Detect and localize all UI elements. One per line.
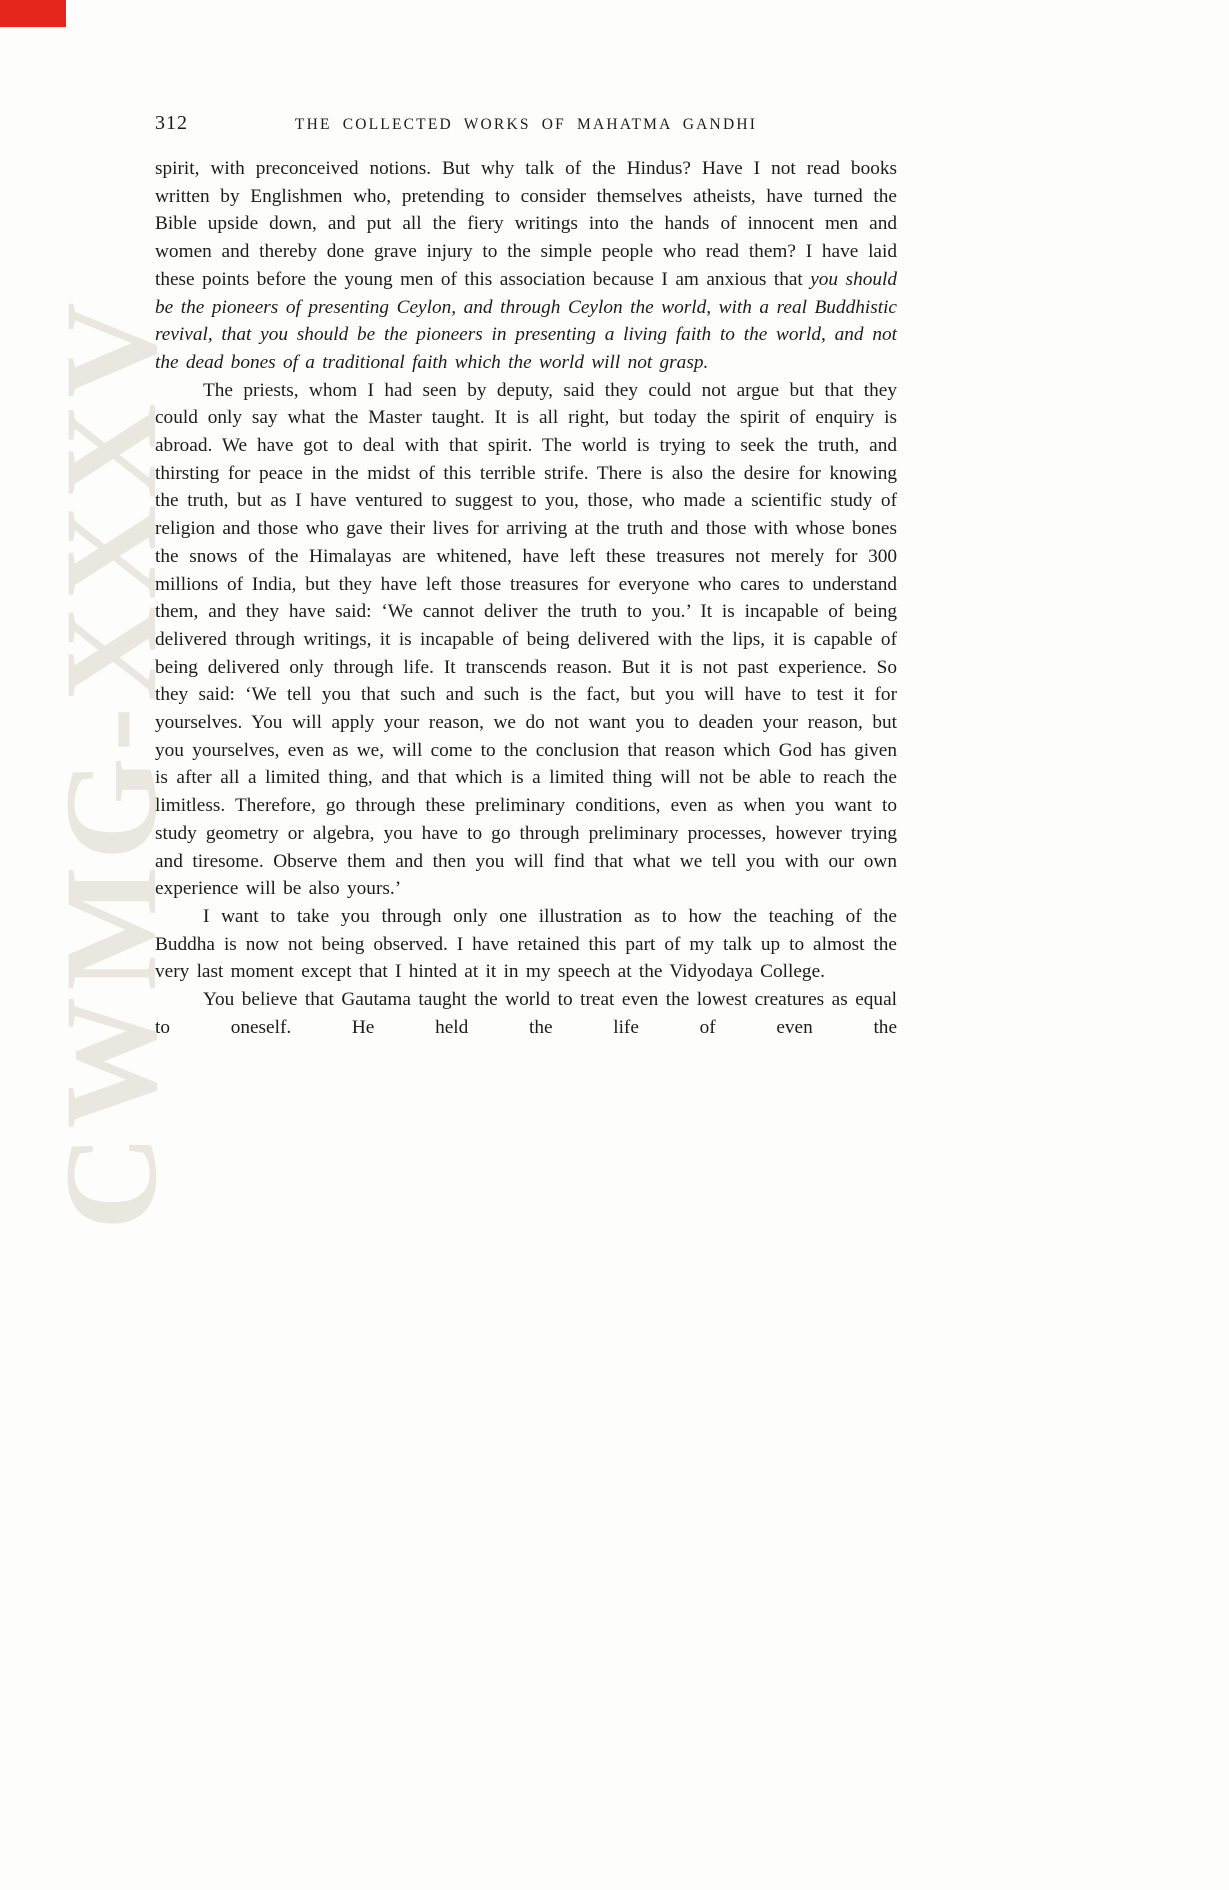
text-run: You believe that Gautama taught the world to treat even the lowest creatures as equal to oneself. He held the life of even the [155,989,897,1038]
paragraph [155,903,897,986]
text-run: I want to take you through only one illustration as to how the teaching of the Buddha is now not being observed. I have retained this part of my talk up to almost the very last moment except that I hinted at it in my speech at the Vidyodaya College. [155,905,897,983]
italic-text-run: you should be the pioneers of presenting Ceylon, and through Ceylon the world, with a real Buddhistic revival, that you should be the pioneers in presenting a living faith to the world, and not the dead bones of a traditional faith which the world will not grasp. [155,268,897,373]
paragraph [155,377,897,903]
page-header [155,112,897,138]
body-text [155,155,897,1042]
page-number: 312 [155,112,188,134]
scan-corner-mark [0,0,66,27]
text-run: The priests, whom I had seen by deputy, said they could not argue but that they could only say what the Master taught. It is all right, but today the spirit of enquiry is abroad. We have got to deal with that spirit. The world is trying to seek the truth, and thirsting for peace in the midst of this terrible strife. There is also the desire for knowing the truth, but as I have ventured to suggest to you, those, who made a scientific study of religion and those who gave their lives for arriving at the truth and those with whose bones the snows of the Himalayas are whitened, have left these treasures not merely for 300 millions of India, but they have left those treasures for everyone who cares to understand them, and they have said: ‘We cannot deliver the truth to you.’ It is incapable of being delivered through writings, it is incapable of being delivered with the lips, it is capable of being delivered only through life. It transcends reason. But it is not past experience. So they said: ‘We tell you that such and such is the fact, but you will have to test it for yourselves. You will apply your reason, we do not want you to deaden your reason, but you yourselves, even as we, will come to the conclusion that reason which God has given is after all a limited thing, and that which is a limited thing will not be able to reach the limitless. Therefore, go through these preliminary conditions, even as when you want to study geometry or algebra, you have to go through preliminary processes, however trying and tiresome. Observe them and then you will find that what we tell you with our own experience will be also yours.’ [155,379,897,900]
text-run: spirit, with preconceived notions. But why talk of the Hindus? Have I not read books written by Englishmen who, pretending to consider themselves atheists, have turned the Bible upside down, and put all the fiery writings into the hands of innocent men and women and thereby done grave injury to the simple people who read them? I have laid these points before the young men of this association because I am anxious that [155,158,897,290]
paragraph [155,986,897,1041]
paragraph [155,155,897,377]
watermark-text: CWMG-XXXV [37,296,184,1230]
running-title: THE COLLECTED WORKS OF MAHATMA GANDHI [294,116,758,133]
